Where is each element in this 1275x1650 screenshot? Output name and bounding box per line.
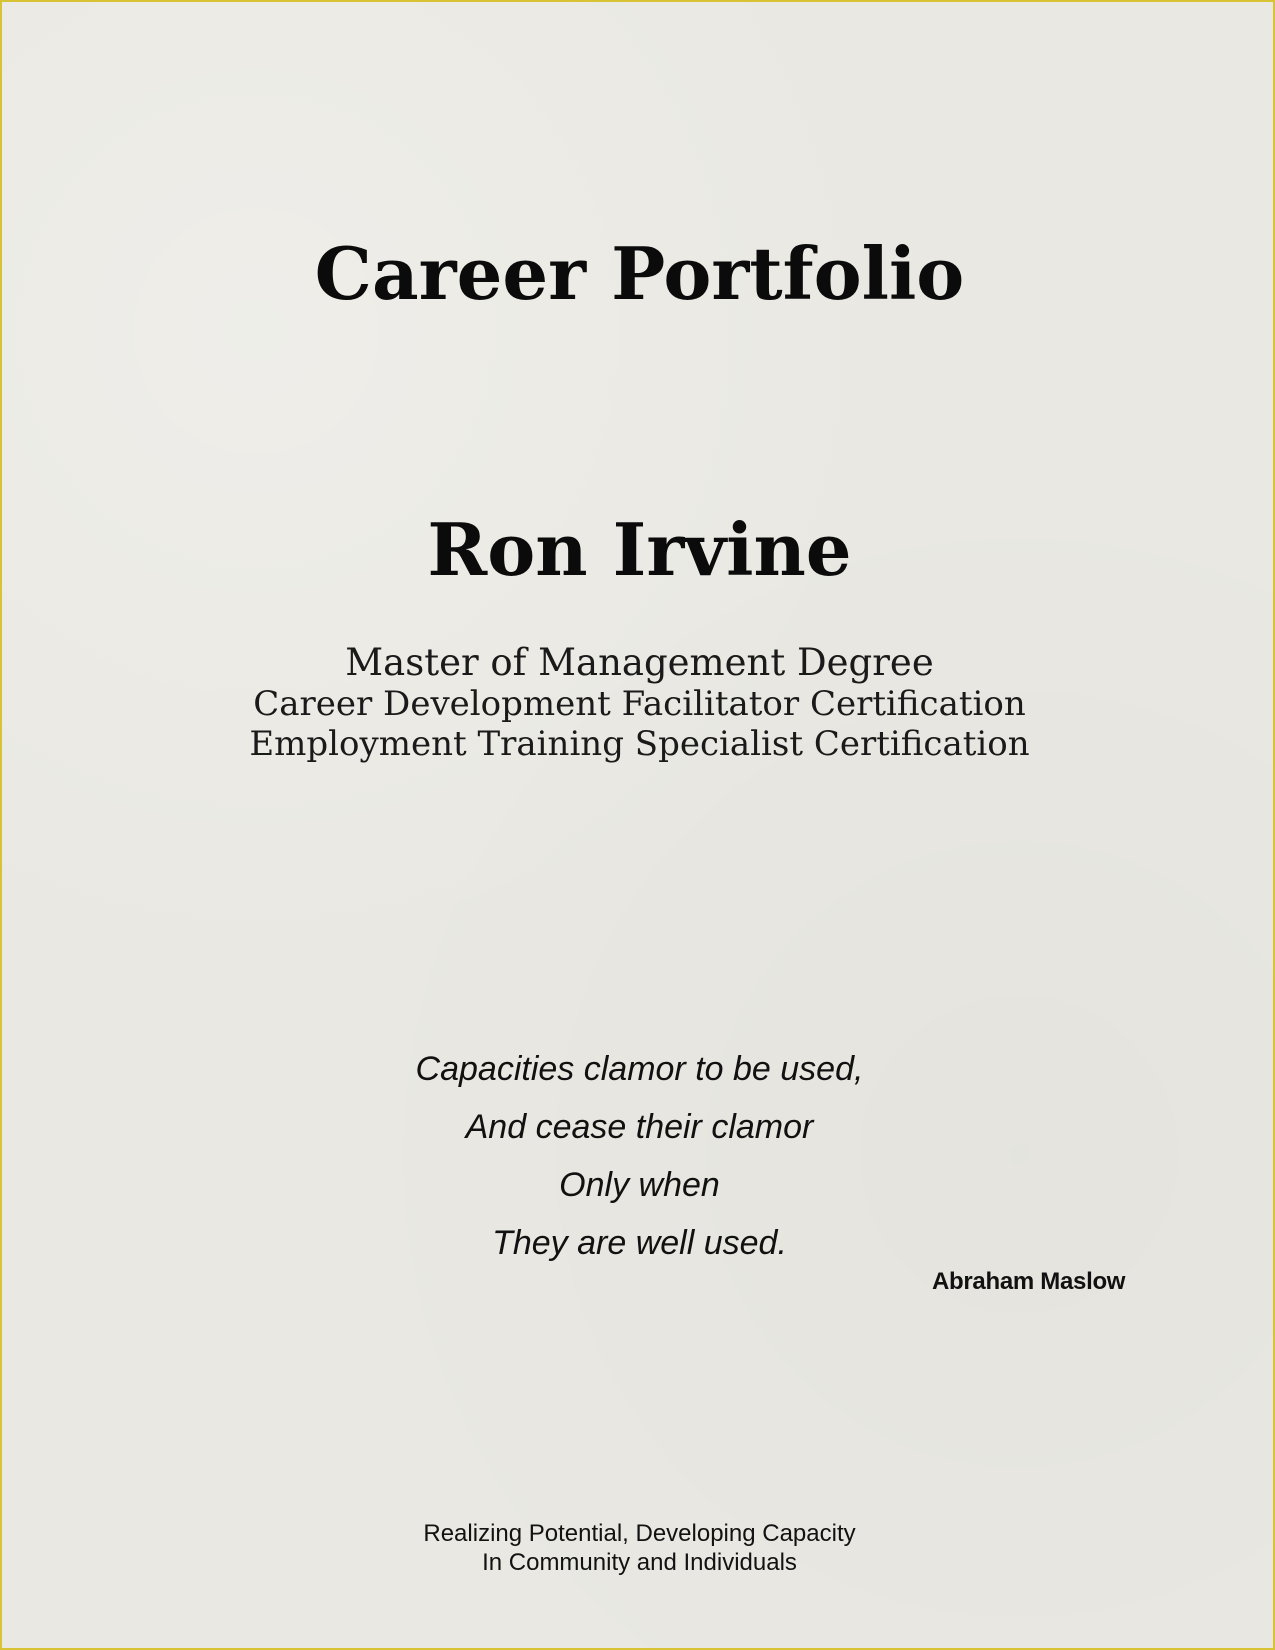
tagline-line: Realizing Potential, Developing Capacity	[423, 1520, 856, 1547]
tagline	[2, 1519, 1275, 1577]
quote-line: They are well used.	[492, 1224, 787, 1262]
credential-item: Employment Training Specialist Certification	[249, 724, 1030, 764]
quote-line: And cease their clamor	[465, 1108, 814, 1146]
tagline-line: In Community and Individuals	[482, 1549, 797, 1576]
credential-item: Master of Management Degree	[345, 641, 934, 684]
credentials-list	[2, 642, 1275, 764]
person-name: Ron Irvine	[427, 507, 852, 592]
quote-block	[2, 1040, 1275, 1272]
quote-line: Only when	[559, 1166, 720, 1204]
credential-item: Career Development Facilitator Certification	[253, 684, 1026, 724]
quote-author: Abraham Maslow	[932, 1268, 1126, 1295]
document-title: Career Portfolio	[314, 231, 965, 316]
quote-line: Capacities clamor to be used,	[415, 1050, 864, 1088]
